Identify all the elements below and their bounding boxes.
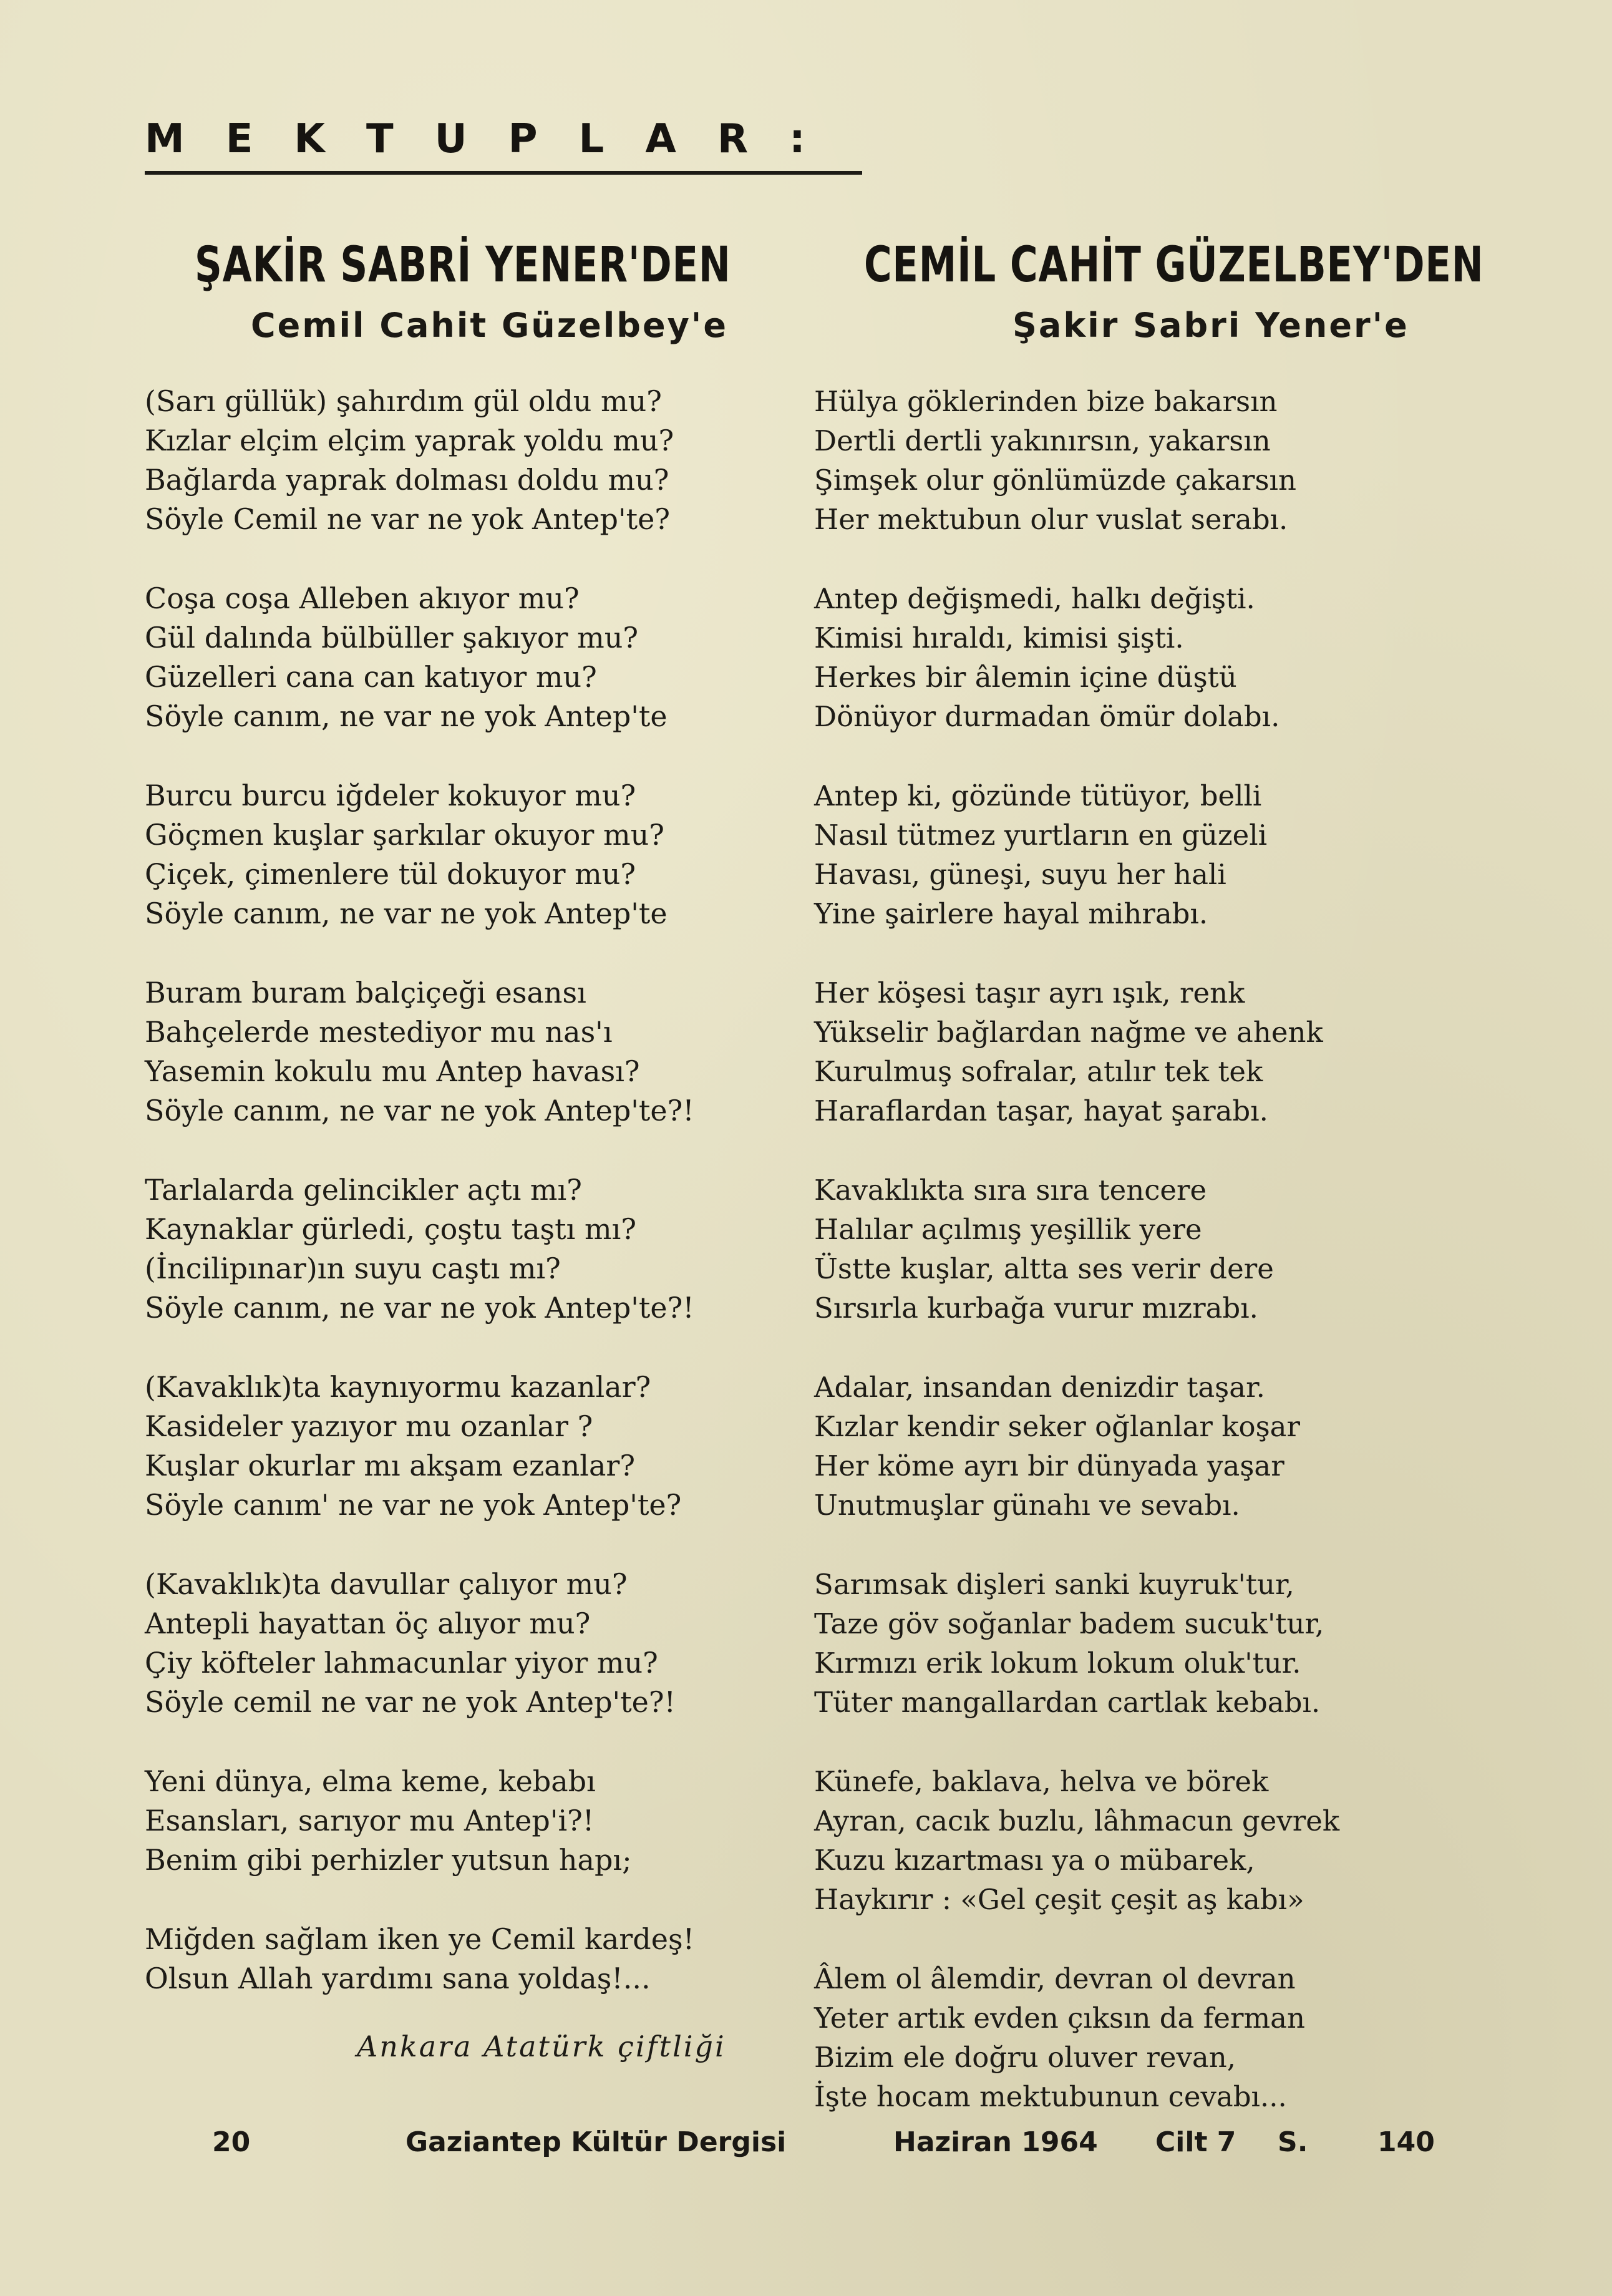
poem-stanza <box>814 1565 1488 1722</box>
poem-line: Nasıl tütmez yurtların en güzeli <box>814 819 1268 852</box>
poem-line: Burcu burcu iğdeler kokuyor mu? <box>145 779 636 812</box>
volume-label: Cilt 7 <box>1155 2126 1236 2158</box>
poem-line: Havası, güneşi, suyu her hali <box>814 858 1226 891</box>
left-heading: ŞAKİR SABRİ YENER'DEN <box>195 237 731 293</box>
poem-line: Söyle canım, ne var ne yok Antep'te <box>145 897 668 930</box>
poem-line: Kırmızı erik lokum lokum oluk'tur. <box>814 1647 1301 1680</box>
poem-line: Yeni dünya, elma keme, kebabı <box>145 1764 596 1798</box>
poem-line: Yeter artık evden çıksın da ferman <box>814 2002 1305 2035</box>
poem-line: Yine şairlere hayal mihrabı. <box>814 897 1208 930</box>
poem-line: Kimisi hıraldı, kimisi şişti. <box>814 621 1184 654</box>
poem-line: Antep ki, gözünde tütüyor, belli <box>814 779 1262 812</box>
poem-line: Söyle Cemil ne var ne yok Antep'te? <box>145 502 670 536</box>
poem-stanza <box>814 579 1488 736</box>
poem-line: Haraflardan taşar, hayat şarabı. <box>814 1094 1268 1127</box>
poem-line: (İncilipınar)ın suyu caştı mı? <box>145 1252 561 1285</box>
poem-line: Taze göv soğanlar badem sucuk'tur, <box>814 1607 1324 1640</box>
page-footer <box>0 2126 1612 2176</box>
poem-line: Herkes bir âlemin içine düştü <box>814 661 1237 694</box>
poem-line: Yükselir bağlardan nağme ve ahenk <box>814 1016 1323 1049</box>
poem-stanza <box>145 1565 800 1722</box>
poem-line: Her köşesi taşır ayrı ışık, renk <box>814 976 1245 1009</box>
poem-stanza <box>814 1170 1488 1328</box>
poem-line: Bizim ele doğru oluver revan, <box>814 2041 1236 2074</box>
right-heading: CEMİL CAHİT GÜZELBEY'DEN <box>864 237 1484 293</box>
poem-line: Göçmen kuşlar şarkılar okuyor mu? <box>145 818 664 852</box>
poem-stanza <box>145 1368 800 1525</box>
poem-stanza <box>145 1170 800 1328</box>
right-poem <box>814 382 1488 2116</box>
poem-stanza <box>814 1368 1488 1525</box>
poem-line: Dönüyor durmadan ömür dolabı. <box>814 700 1280 733</box>
poem-line: Kavaklıkta sıra sıra tencere <box>814 1174 1207 1207</box>
poem-line: Şimşek olur gönlümüzde çakarsın <box>814 464 1296 497</box>
poem-line: Kaynaklar gürledi, çoştu taştı mı? <box>145 1212 636 1246</box>
poem-line: Âlem ol âlemdir, devran ol devran <box>814 1962 1296 1995</box>
left-subheading: Cemil Cahit Güzelbey'e <box>251 306 728 345</box>
title-underline <box>145 171 862 175</box>
poem-line: Bahçelerde mestediyor mu nas'ı <box>145 1015 613 1049</box>
poem-stanza <box>145 973 800 1131</box>
poem-line: Halılar açılmış yeşillik yere <box>814 1213 1202 1246</box>
poem-line: Çiy köfteler lahmacunlar yiyor mu? <box>145 1646 658 1680</box>
issue-number: 140 <box>1377 2126 1435 2158</box>
poem-line: (Kavaklık)ta davullar çalıyor mu? <box>145 1567 628 1601</box>
poem-stanza <box>145 776 800 933</box>
poem-line: Kızlar kendir seker oğlanlar koşar <box>814 1410 1301 1443</box>
poem-line: Künefe, baklava, helva ve börek <box>814 1765 1269 1798</box>
poem-line: Çiçek, çimenlere tül dokuyor mu? <box>145 857 636 891</box>
poem-stanza <box>145 382 800 539</box>
poem-line: (Kavaklık)ta kaynıyormu kazanlar? <box>145 1370 651 1404</box>
poem-line: Gül dalında bülbüller şakıyor mu? <box>145 621 639 654</box>
poem-stanza <box>814 382 1488 539</box>
poem-line: İşte hocam mektubunun cevabı... <box>814 2080 1287 2113</box>
poem-stanza <box>814 973 1488 1131</box>
poem-line: Sırsırla kurbağa vurur mızrabı. <box>814 1292 1258 1325</box>
poem-line: Kuzu kızartması ya o mübarek, <box>814 1844 1255 1877</box>
poem-line: Ayran, cacık buzlu, lâhmacun gevrek <box>814 1804 1340 1837</box>
section-title: MEKTUPLAR: <box>145 116 847 162</box>
right-letter <box>814 237 1488 2156</box>
left-poem <box>145 382 800 2063</box>
poem-line: Dertli dertli yakınırsın, yakarsın <box>814 424 1271 457</box>
poem-line: Coşa coşa Alleben akıyor mu? <box>145 581 580 615</box>
poem-line: Kurulmuş sofralar, atılır tek tek <box>814 1055 1263 1088</box>
page-number: 20 <box>212 2126 251 2158</box>
poem-stanza <box>814 1762 1488 1919</box>
poem-line: Kasideler yazıyor mu ozanlar ? <box>145 1409 593 1443</box>
poem-line: Bağlarda yaprak dolması doldu mu? <box>145 463 669 497</box>
poem-line: Kızlar elçim elçim yaprak yoldu mu? <box>145 424 674 457</box>
poem-stanza <box>145 579 800 736</box>
poem-line: Söyle canım, ne var ne yok Antep'te <box>145 699 668 733</box>
poem-line: Tarlalarda gelincikler açtı mı? <box>145 1173 582 1207</box>
poem-line: Hülya göklerinden bize bakarsın <box>814 385 1278 418</box>
poem-line: Sarımsak dişleri sanki kuyruk'tur, <box>814 1568 1294 1601</box>
poem-line: (Sarı güllük) şahırdım gül oldu mu? <box>145 384 662 418</box>
poem-line: Haykırır : «Gel çeşit çeşit aş kabı» <box>814 1883 1304 1916</box>
poem-stanza <box>814 1959 1488 2116</box>
right-subheading: Şakir Sabri Yener'e <box>1012 306 1409 345</box>
poem-line: Kuşlar okurlar mı akşam ezanlar? <box>145 1449 636 1482</box>
poem-line: Yasemin kokulu mu Antep havası? <box>145 1054 640 1088</box>
left-letter <box>145 237 800 2063</box>
poem-line: Buram buram balçiçeği esansı <box>145 976 586 1009</box>
poem-line: Söyle cemil ne var ne yok Antep'te?! <box>145 1685 676 1719</box>
poem-line: Her köme ayrı bir dünyada yaşar <box>814 1449 1284 1482</box>
poem-stanza <box>814 776 1488 933</box>
signature-place: Ankara Atatürk çiftliği <box>357 2030 726 2063</box>
poem-line: Söyle canım, ne var ne yok Antep'te?! <box>145 1094 694 1127</box>
poem-line: Miğden sağlam iken ye Cemil kardeş! <box>145 1922 695 1956</box>
poem-line: Antepli hayattan öç alıyor mu? <box>145 1607 591 1640</box>
poem-line: Unutmuşlar günahı ve sevabı. <box>814 1489 1240 1522</box>
poem-line: Benim gibi perhizler yutsun hapı; <box>145 1843 632 1877</box>
poem-line: Antep değişmedi, halkı değişti. <box>814 582 1255 615</box>
issue-label: S. <box>1278 2126 1308 2158</box>
poem-line: Olsun Allah yardımı sana yoldaş!... <box>145 1962 651 1995</box>
poem-stanza <box>145 1762 800 1880</box>
poem-line: Güzelleri cana can katıyor mu? <box>145 660 597 694</box>
poem-line: Esansları, sarıyor mu Antep'i?! <box>145 1804 595 1837</box>
poem-line: Tüter mangallardan cartlak kebabı. <box>814 1686 1321 1719</box>
poem-line: Söyle canım' ne var ne yok Antep'te? <box>145 1488 682 1522</box>
poem-line: Söyle canım, ne var ne yok Antep'te?! <box>145 1291 694 1325</box>
poem-line: Adalar, insandan denizdir taşar. <box>814 1371 1265 1404</box>
poem-line: Her mektubun olur vuslat serabı. <box>814 503 1288 536</box>
poem-line: Üstte kuşlar, altta ses verir dere <box>814 1252 1274 1285</box>
issue-date: Haziran 1964 <box>893 2126 1098 2158</box>
poem-stanza <box>145 1920 800 1998</box>
journal-name: Gaziantep Kültür Dergisi <box>405 2126 787 2158</box>
